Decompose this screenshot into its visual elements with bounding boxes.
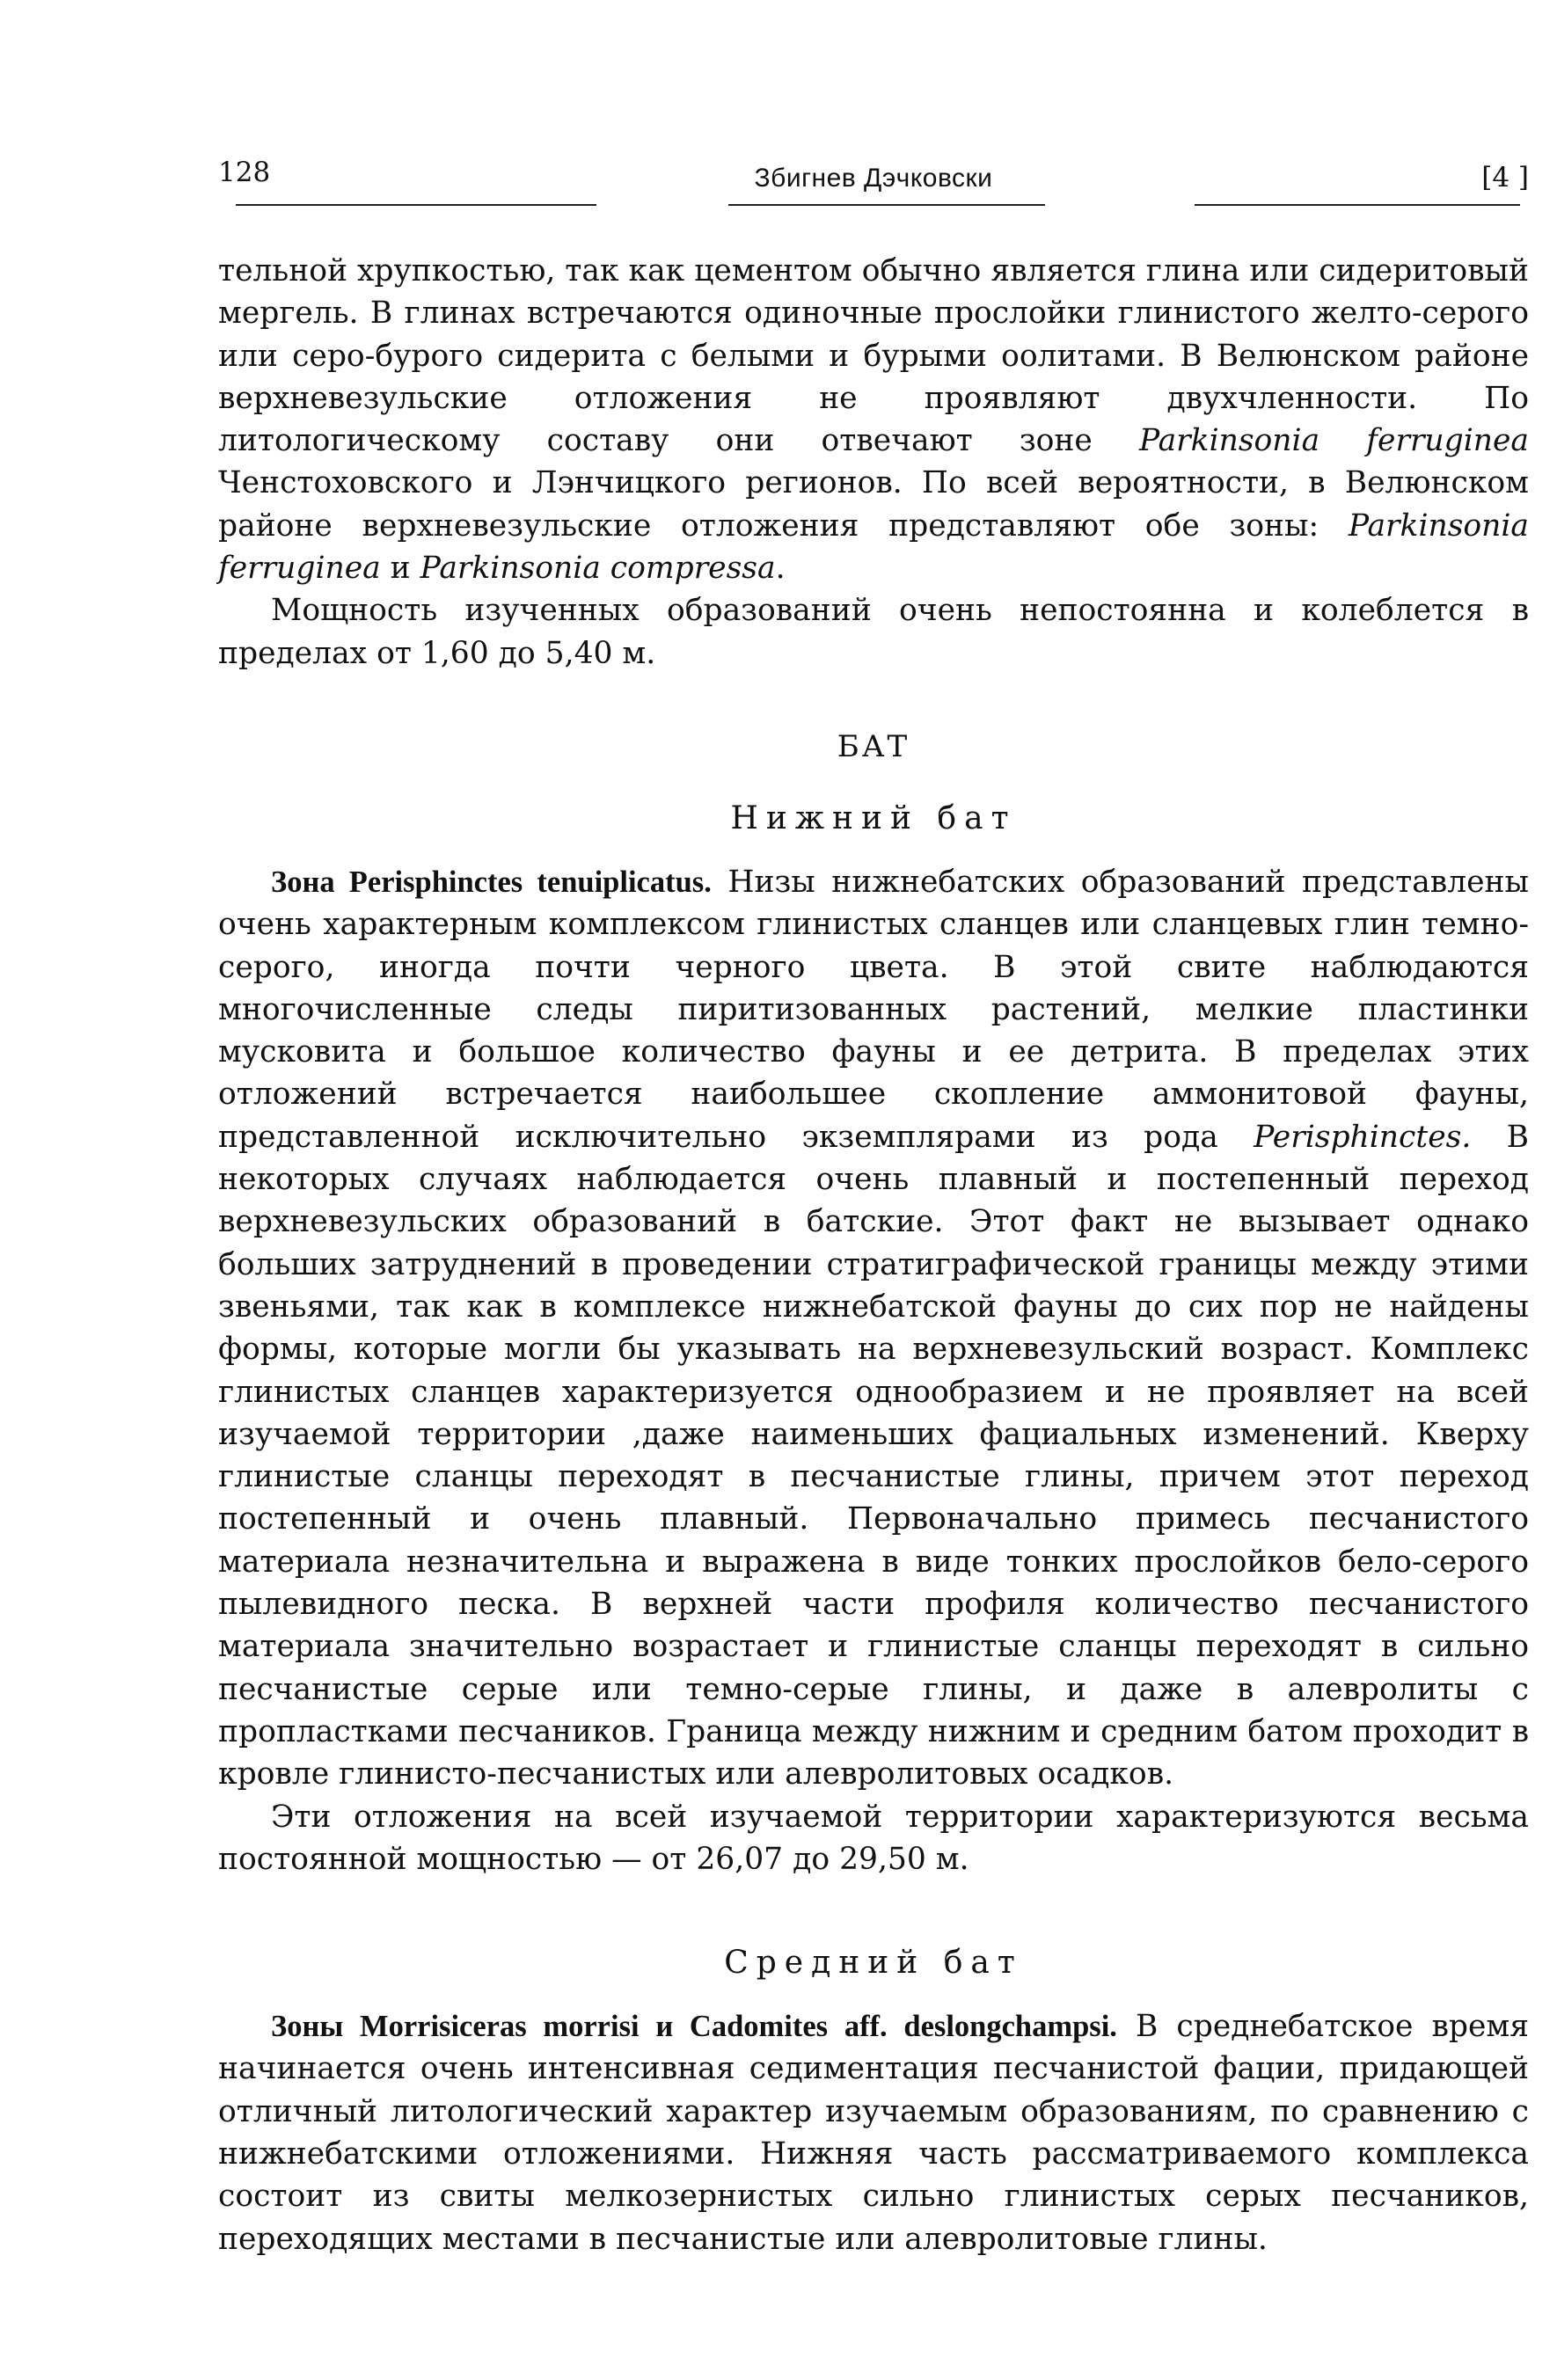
chapter-marker: [4 ] bbox=[1481, 162, 1529, 193]
body-text bbox=[218, 250, 1529, 2260]
paragraph-lower-thickness: Эти отложения на всей изучаемой территории характеризуются весьма постоянной мощностью — от 26,07 до 29,50 м. bbox=[218, 1799, 1529, 1877]
taxon-name: Perisphinctes. bbox=[1254, 1119, 1472, 1155]
taxon-name: Parkinsonia compressa bbox=[420, 551, 776, 587]
page bbox=[218, 148, 1529, 2260]
zone-name: Зона Perisphinctes tenuiplicatus. bbox=[271, 865, 712, 899]
paragraph-middle-bathonian: Зоны Morrisiceras morrisi и Cadomites aff. deslongchampsi. В среднебатское время начинается очень интенсивная седиментация песчанистой фации, придающей отличный литологический характер изучаемым образованиям, по сравнению с нижнебатскими отложениями. Нижняя часть рассматриваемого комплекса состоит из свиты мелкозернистых сильно глинистых серых песчаников, переходящих местами в песчанистые или алевролитовые глины. bbox=[218, 2009, 1529, 2257]
running-author: Збигнев Дэчковски bbox=[754, 164, 993, 193]
paragraph-lower-bathonian: Зона Perisphinctes tenuiplicatus. Низы нижнебатских образований представлены очень характерным комплексом глинистых сланцев или сланцевых глин темно-серого, иногда почти черного цвета. В этой свите наблюдаются многочисленные следы пиритизованных растений, мелкие пластинки мусковита и большое количество фауны и ее детрита. В пределах этих отложений встречается наибольшее скопление аммонитовой фауны, представленной исключительно экземплярами из рода Perisphinctes. В некоторых случаях наблюдается очень плавный и постепенный переход верхневезульских образований в батские. Этот факт не вызывает однако больших затруднений в проведении стратиграфической границы между этими звеньями, так как в комплексе нижнебатской фауны до сих пор не найдены формы, которые могли бы указывать на верхневезульский возраст. Комплекс глинистых сланцев характеризуется однообразием и не проявляет на всей изучаемой территории ,даже наименьших фациальных изменений. Кверху глинистые сланцы переходят в песчанистые глины, причем этот переход постепенный и очень плавный. Первоначально примесь песчанистого материала незначительна и выражена в виде тонких прослойков бело-серого пылевидного песка. В верхней части профиля количество песчанистого материала значительно возрастает и глинистые сланцы переходят в сильно песчанистые серые или темно-серые глины, и даже в алевролиты с пропластками песчаников. Граница между нижним и средним батом проходит в кровле глинисто-песчанистых или алевролитовых осадков. bbox=[218, 864, 1529, 1792]
section-title: БАТ bbox=[837, 728, 910, 764]
zone-name: Зоны Morrisiceras morrisi и Cadomites aff. deslongchampsi. bbox=[271, 2010, 1117, 2044]
taxon-name: Parkinsonia ferruginea bbox=[1138, 423, 1529, 459]
page-number: 128 bbox=[218, 157, 271, 188]
running-header bbox=[218, 148, 1529, 201]
subsection-title-middle: Средний бат bbox=[724, 1945, 1023, 1982]
taxon-name: Parkinsonia ferruginea bbox=[218, 507, 1529, 587]
subsection-title-lower: Нижний бат bbox=[730, 799, 1017, 836]
header-rule bbox=[218, 204, 1529, 208]
paragraph-intro: тельной хрупкостью, так как цементом обычно является глина или сидеритовый мергель. В глинах встречаются одиночные прослойки глинистого желто-серого или серо-бурого сидерита с белыми и бурыми оолитами. В Велюнском районе верхневезульские отложения не проявляют двухчленности. По литологическому составу они отвечают зоне Parkinsonia ferruginea Ченстоховского и Лэнчицкого регионов. По всей вероятности, в Велюнском районе верхневезульские отложения представляют обе зоны: Parkinsonia ferruginea и Parkinsonia compressa. bbox=[218, 253, 1529, 587]
paragraph-thickness: Мощность изученных образований очень непостоянна и колеблется в пределах от 1,60 до 5,40 м. bbox=[218, 593, 1529, 671]
